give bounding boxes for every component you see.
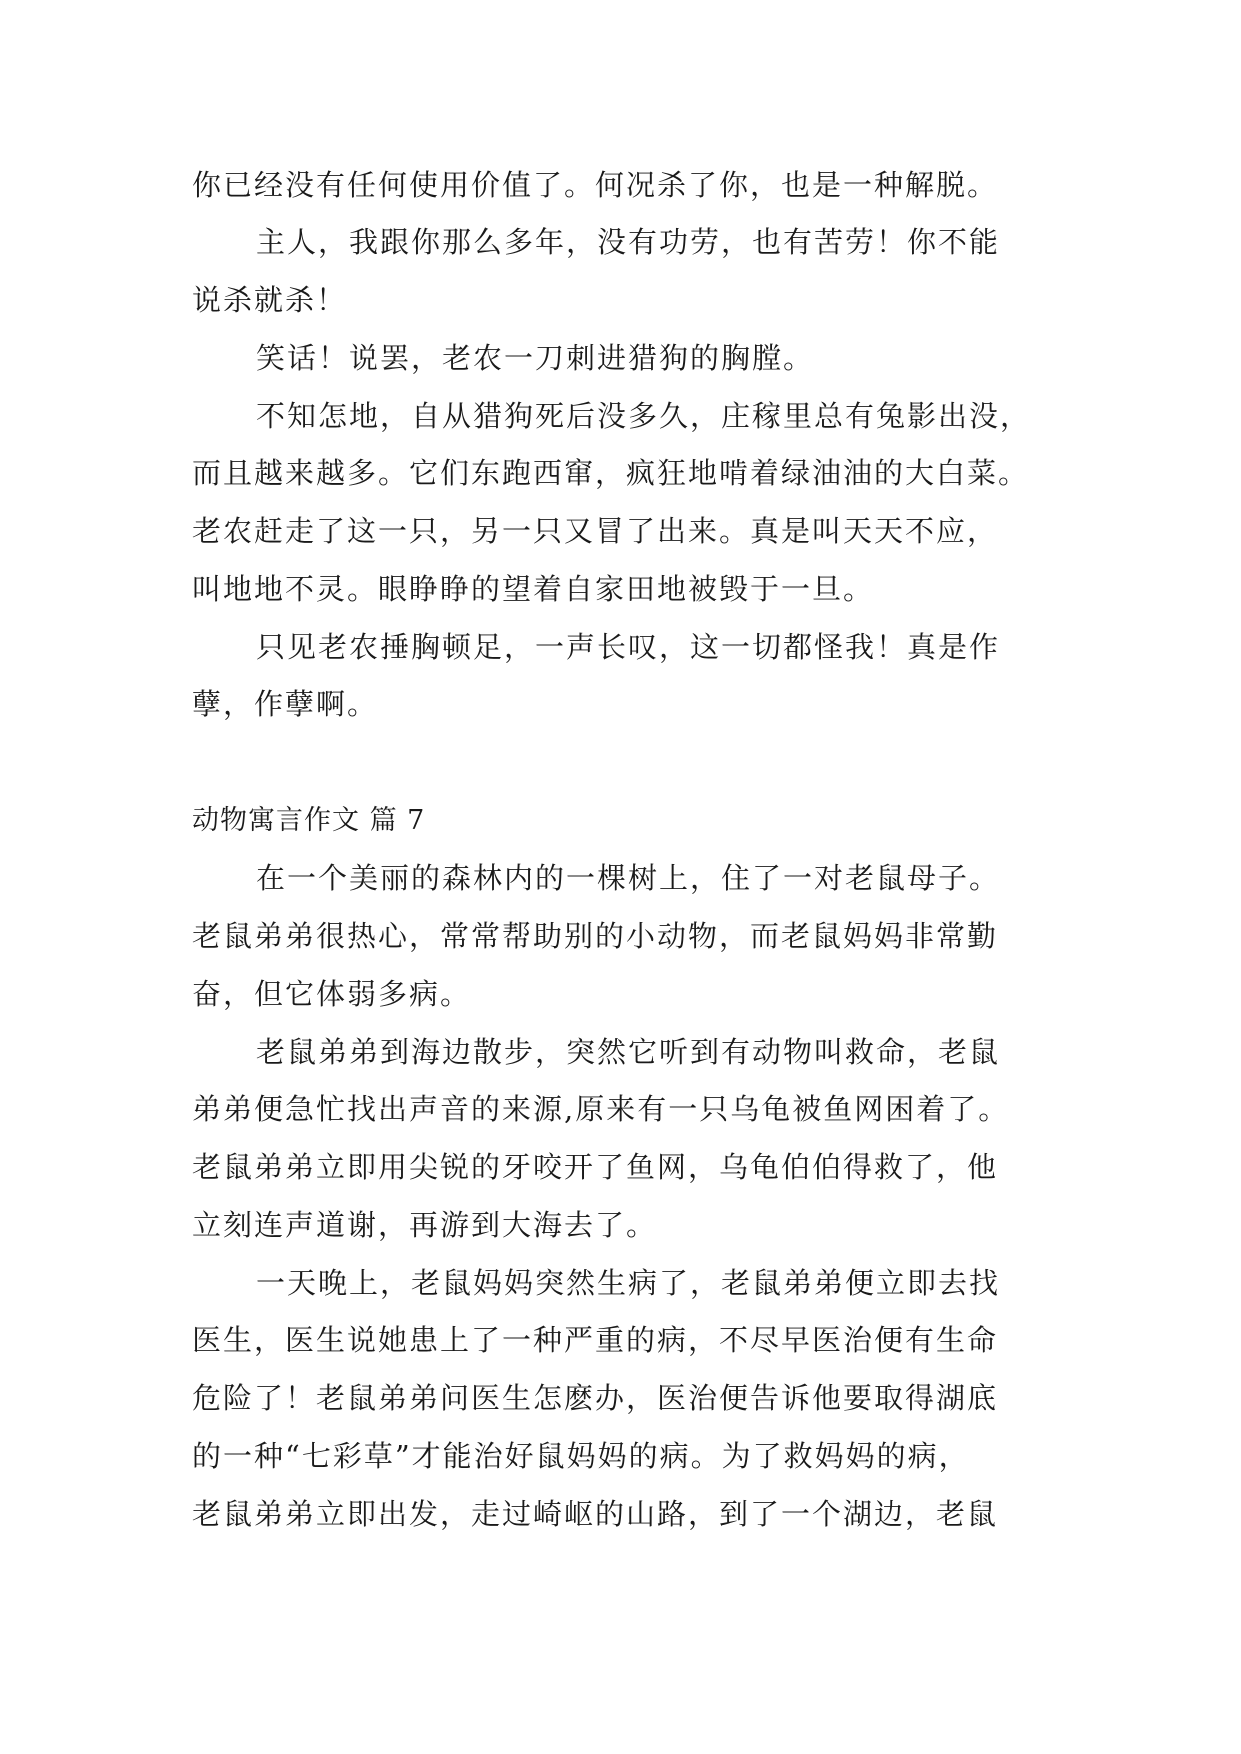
paragraph-line: 老农赶走了这一只，另一只又冒了出来。真是叫天天不应， (192, 514, 999, 548)
paragraph-line: 主人，我跟你那么多年，没有功劳，也有苦劳！你不能 (256, 225, 1001, 259)
paragraph-line: 老鼠弟弟到海边散步，突然它听到有动物叫救命，老鼠 (256, 1035, 1001, 1069)
paragraph-line: 一天晚上，老鼠妈妈突然生病了，老鼠弟弟便立即去找 (256, 1266, 1001, 1300)
paragraph-line: 孽，作孽啊。 (192, 687, 379, 721)
paragraph-line: 老鼠弟弟很热心，常常帮助别的小动物，而老鼠妈妈非常勤 (192, 919, 999, 953)
paragraph-line: 医生，医生说她患上了一种严重的病，不尽早医治便有生命 (192, 1323, 999, 1357)
paragraph-line: 而且越来越多。它们东跑西窜，疯狂地啃着绿油油的大白菜。 (192, 456, 1030, 490)
paragraph-line: 不知怎地，自从猎狗死后没多久，庄稼里总有兔影出没， (256, 399, 1032, 433)
paragraph-line: 笑话！说罢，老农一刀刺进猎狗的胸膛。 (256, 341, 815, 375)
paragraph-line: 立刻连声道谢，再游到大海去了。 (192, 1208, 658, 1242)
paragraph-line: 在一个美丽的森林内的一棵树上，住了一对老鼠母子。 (256, 861, 1001, 895)
paragraph-line: 只见老农捶胸顿足，一声长叹，这一切都怪我！真是作 (256, 630, 1001, 664)
paragraph-line: 弟弟便急忙找出声音的来源,原来有一只乌龟被鱼网困着了。 (192, 1092, 1010, 1126)
paragraph-line: 危险了！老鼠弟弟问医生怎麽办，医治便告诉他要取得湖底 (192, 1381, 999, 1415)
paragraph-line: 奋，但它体弱多病。 (192, 977, 472, 1011)
paragraph-line: 叫地地不灵。眼睁睁的望着自家田地被毁于一旦。 (192, 572, 875, 606)
paragraph-line: 你已经没有任何使用价值了。何况杀了你，也是一种解脱。 (192, 168, 999, 202)
paragraph-line: 说杀就杀！ (192, 283, 348, 317)
paragraph-line: 的一种“七彩草”才能治好鼠妈妈的病。为了救妈妈的病， (192, 1439, 970, 1473)
paragraph-line: 老鼠弟弟立即用尖锐的牙咬开了鱼网，乌龟伯伯得救了，他 (192, 1150, 999, 1184)
section-heading: 动物寓言作文 篇 7 (192, 805, 426, 836)
paragraph-line: 老鼠弟弟立即出发，走过崎岖的山路，到了一个湖边，老鼠 (192, 1497, 999, 1531)
